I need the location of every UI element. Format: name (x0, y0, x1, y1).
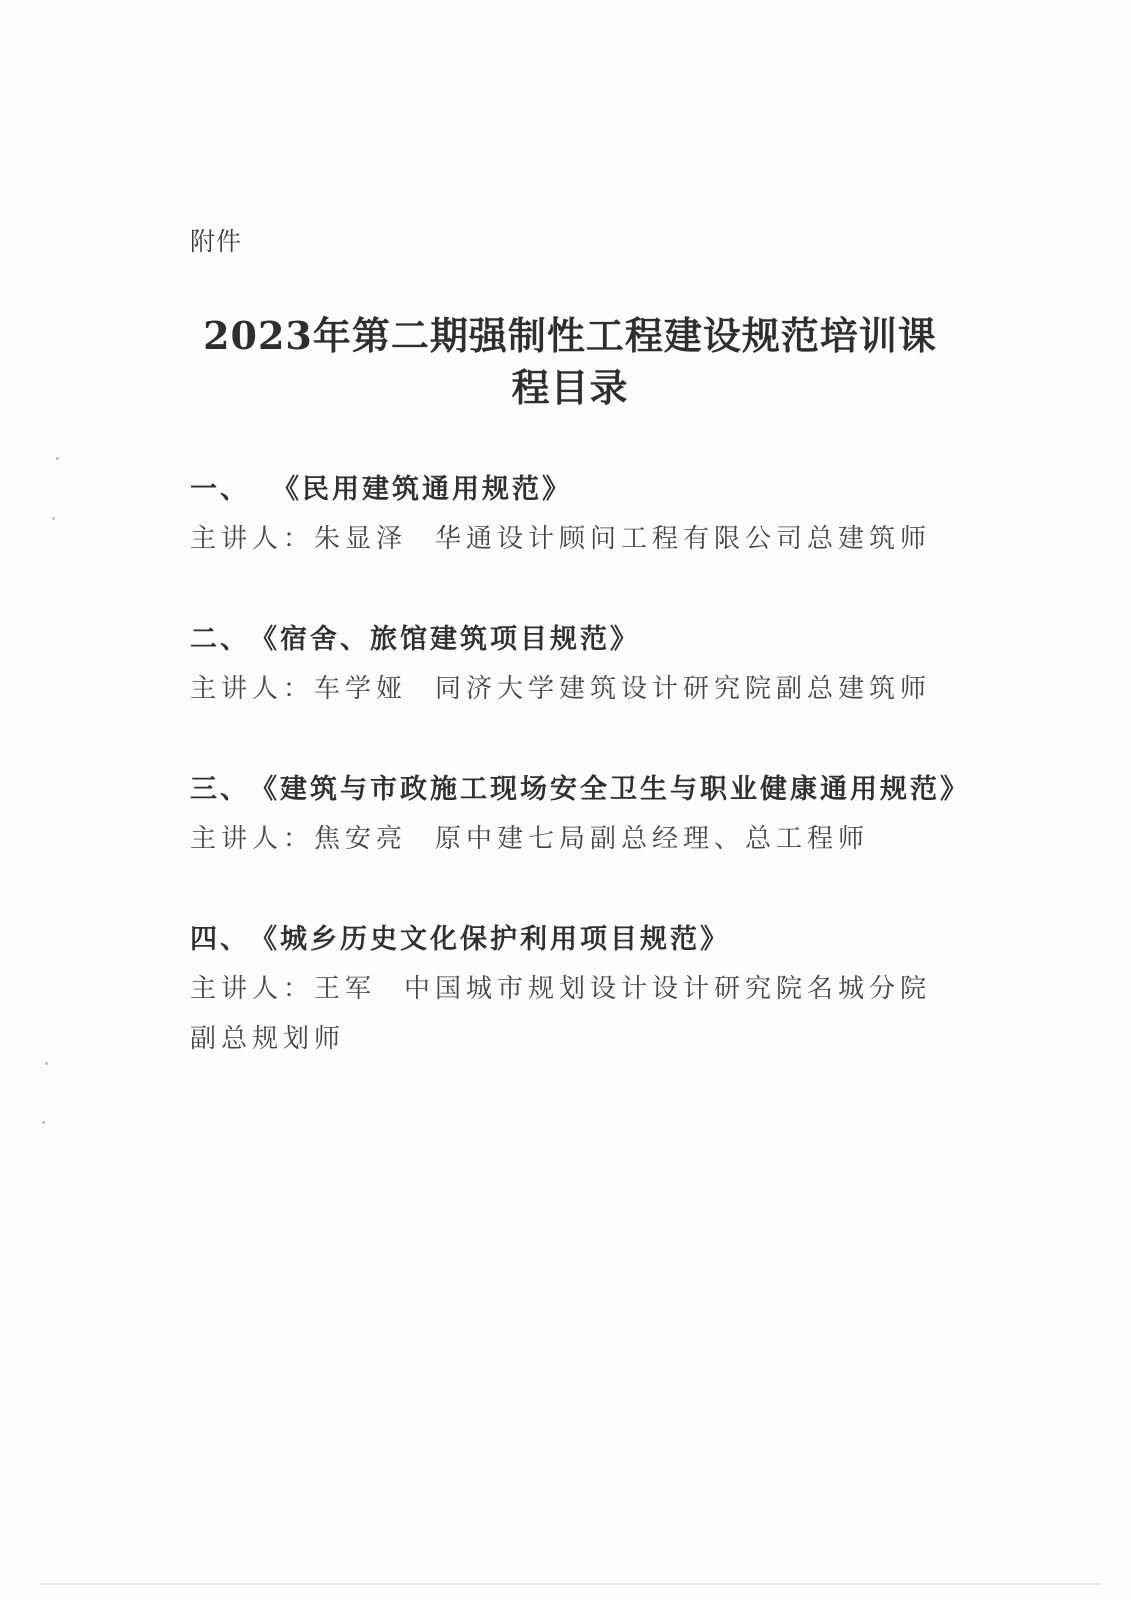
speaker-affiliation: 原中建七局副总经理、总工程师 (435, 824, 870, 854)
attachment-label: 附件 (190, 227, 243, 256)
title-line-2: 程目录 (511, 365, 629, 410)
speaker-label: 主讲人： (190, 524, 315, 554)
course-name: 《宿舍、旅馆建筑项目规范》 (250, 624, 640, 655)
speaker-name: 车学娅 (314, 674, 408, 704)
scan-edge-line (40, 1583, 1101, 1585)
course-heading (190, 470, 950, 510)
course-number: 一、 (190, 474, 250, 505)
scan-speck (52, 517, 55, 520)
speaker-affiliation: 同济大学建筑设计研究院副总建筑师 (435, 674, 932, 704)
title-line-1: 2023年第二期强制性工程建设规范培训课 (203, 313, 937, 358)
course-name: 《城乡历史文化保护利用项目规范》 (250, 924, 730, 955)
course-heading (190, 620, 950, 660)
speaker-affiliation: 华通设计顾问工程有限公司总建筑师 (435, 524, 932, 554)
speaker-line (190, 664, 950, 714)
course-heading (190, 770, 970, 810)
speaker-name: 焦安亮 (314, 824, 408, 854)
course-name: 《建筑与市政施工现场安全卫生与职业健康通用规范》 (250, 774, 970, 805)
speaker-name: 王军 (314, 974, 377, 1004)
course-2 (190, 620, 950, 714)
course-heading (190, 920, 950, 960)
speaker-line (190, 514, 950, 564)
course-name: 《民用建筑通用规范》 (272, 474, 572, 505)
speaker-name: 朱显泽 (314, 524, 408, 554)
speaker-line (190, 814, 950, 864)
course-number: 四、 (190, 924, 250, 955)
course-1 (190, 470, 950, 564)
speaker-line (190, 964, 950, 1064)
speaker-label: 主讲人： (190, 974, 315, 1004)
scan-speck (56, 457, 59, 460)
speaker-affiliation: 中国城市规划设计设计研究院名城分院副总规划师 (190, 974, 932, 1054)
speaker-label: 主讲人： (190, 674, 315, 704)
document-title (190, 310, 950, 414)
course-4 (190, 920, 950, 1064)
course-3 (190, 770, 970, 864)
speaker-label: 主讲人： (190, 824, 315, 854)
scan-speck (45, 1062, 48, 1065)
course-number: 二、 (190, 624, 250, 655)
course-number: 三、 (190, 774, 250, 805)
scan-speck (42, 1121, 45, 1124)
